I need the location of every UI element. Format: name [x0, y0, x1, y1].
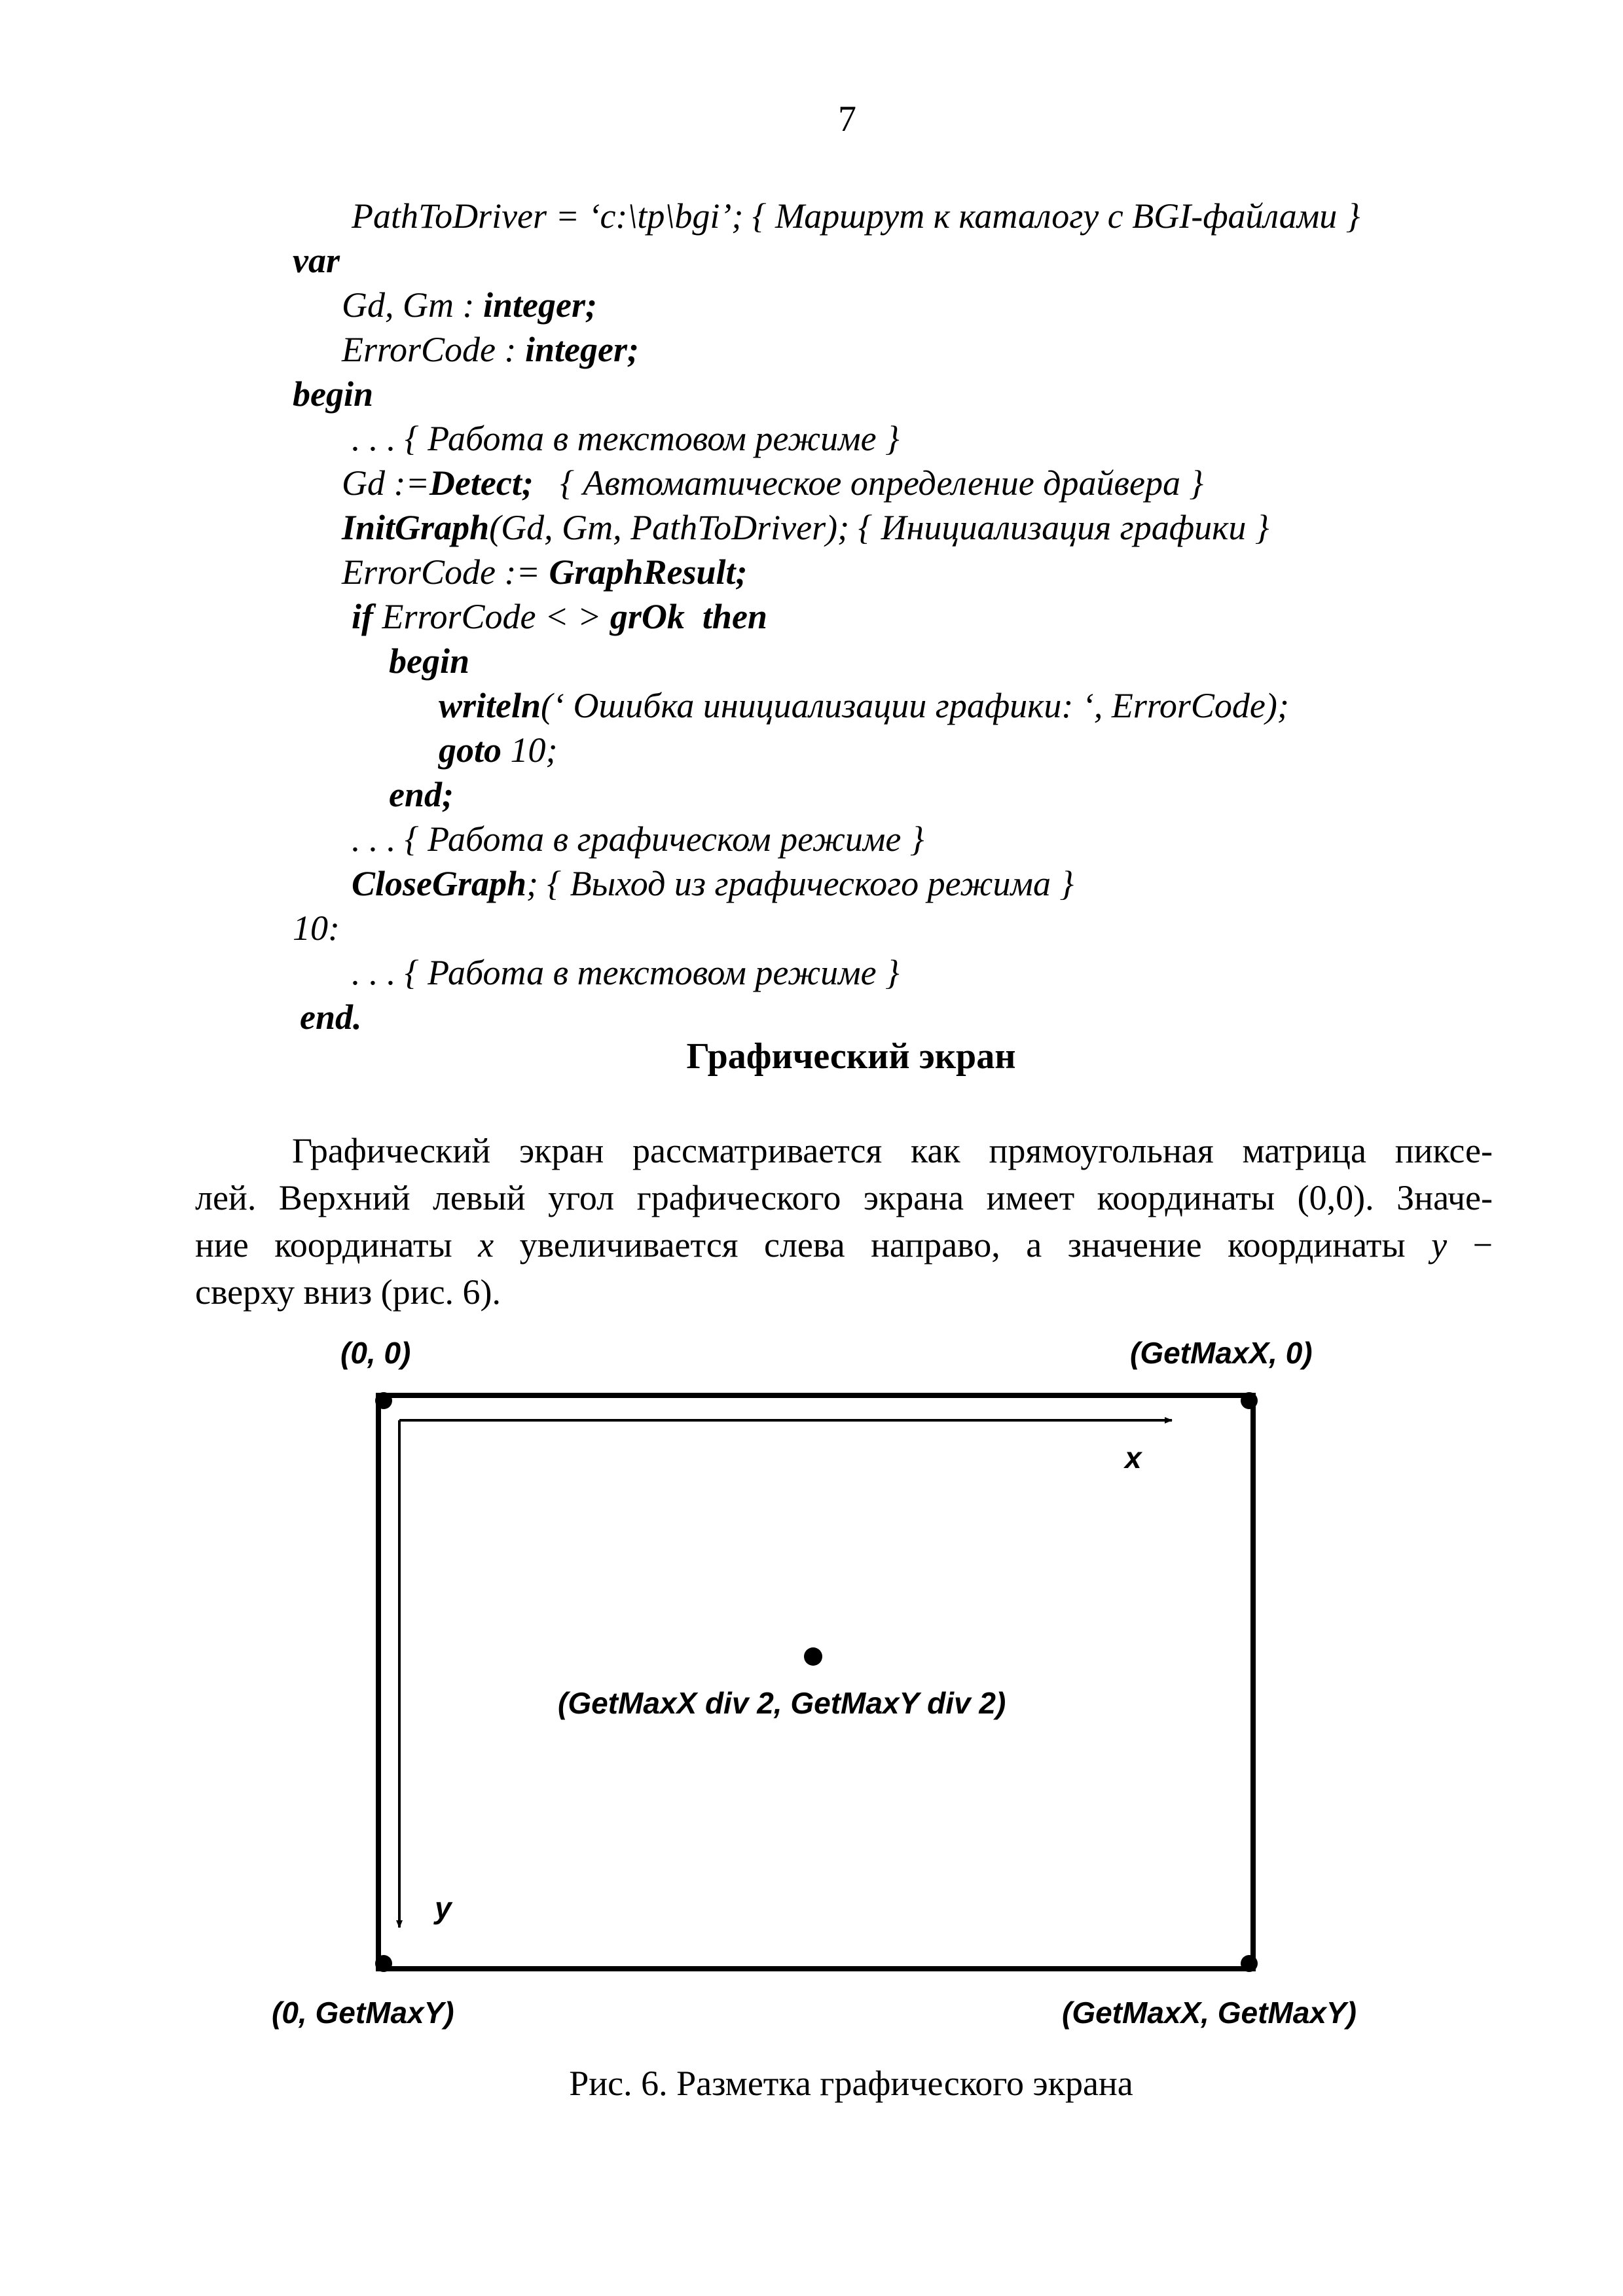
section-heading: Графический экран: [686, 1036, 1016, 1077]
code-keyword: CloseGraph: [352, 864, 527, 903]
code-line-15: . . . { Работа в графическом режиме }: [352, 819, 924, 859]
code-line-3: Gd, Gm : integer;: [342, 285, 597, 325]
code-keyword: integer;: [483, 285, 597, 325]
code-keyword: end.: [300, 997, 362, 1037]
label-bottom-right: (GetMaxX, GetMaxY): [1062, 1996, 1357, 2030]
code-line-9: ErrorCode := GraphResult;: [342, 552, 748, 592]
code-line-6: . . . { Работа в текстовом режиме }: [352, 419, 900, 458]
code-keyword: GraphResult;: [549, 552, 748, 592]
code-keyword: begin: [389, 641, 470, 681]
code-keyword: grOk then: [610, 597, 767, 636]
code-line-7: Gd :=Detect; { Автоматическое определение драйвера }: [342, 463, 1204, 503]
figure-caption: Рис. 6. Разметка графического экрана: [569, 2064, 1133, 2103]
paragraph-line-3: ние координаты x увеличивается слева направо, а значение координаты y −: [195, 1225, 1493, 1265]
code-keyword: begin: [293, 374, 374, 414]
code-text: PathToDriver = ‘c:\tp\bgi’; { Маршрут к каталогу с BGI-файлами }: [352, 196, 1360, 236]
corner-dot-bottom-left: [375, 1955, 392, 1972]
screen-frame: [378, 1395, 1253, 1969]
code-keyword: var: [293, 241, 340, 280]
center-dot: [804, 1647, 822, 1666]
corner-dot-top-left: [375, 1392, 392, 1409]
code-line-17: 10:: [293, 908, 340, 948]
code-line-18: . . . { Работа в текстовом режиме }: [352, 953, 900, 992]
code-line-13: goto 10;: [439, 730, 558, 770]
label-top-right: (GetMaxX, 0): [1130, 1336, 1313, 1370]
code-line-10: if ErrorCode < > grOk then: [352, 597, 767, 636]
code-line-4: ErrorCode : integer;: [342, 330, 639, 369]
code-line-8: InitGraph(Gd, Gm, PathToDriver); { Инициализация графики }: [342, 508, 1269, 547]
corner-dot-bottom-right: [1241, 1955, 1258, 1972]
code-keyword: integer;: [525, 330, 639, 369]
paragraph-line-1: Графический экран рассматривается как прямоугольная матрица пиксе-: [292, 1131, 1493, 1170]
paragraph-line-4: сверху вниз (рис. 6).: [195, 1272, 501, 1312]
axis-x-label: x: [1125, 1441, 1142, 1475]
code-keyword: end;: [389, 775, 454, 814]
code-line-16: CloseGraph; { Выход из графического режима }: [352, 864, 1074, 903]
code-keyword: writeln: [439, 686, 541, 725]
corner-dot-top-right: [1241, 1392, 1258, 1409]
code-keyword: InitGraph: [342, 508, 490, 547]
page-number: 7: [838, 99, 856, 139]
code-keyword: Detect;: [429, 463, 534, 503]
label-top-left: (0, 0): [340, 1336, 411, 1370]
paragraph-line-2: лей. Верхний левый угол графического экрана имеет координаты (0,0). Значе-: [195, 1178, 1493, 1217]
label-center: (GetMaxX div 2, GetMaxY div 2): [558, 1686, 1006, 1720]
code-keyword: if: [352, 597, 373, 636]
axis-y-label: y: [435, 1891, 452, 1925]
code-line-12: writeln(‘ Ошибка инициализации графики: ‘, ErrorCode);: [439, 686, 1289, 725]
label-bottom-left: (0, GetMaxY): [272, 1996, 454, 2030]
code-keyword: goto: [439, 730, 502, 770]
